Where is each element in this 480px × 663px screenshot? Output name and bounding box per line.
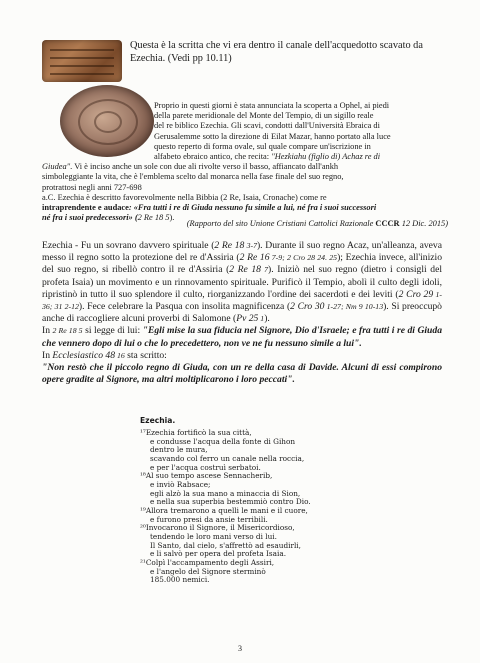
verse-line: e furono presi da ansie terribili. [150, 514, 268, 524]
bold-phrase: intraprendente e audace [42, 203, 129, 213]
verse-line: e per l'acqua costruì serbatoi. [150, 462, 261, 472]
source-text: (Rapporto del sito Unione Cristiani Cattolici Razionale [186, 219, 376, 228]
verse-line: ¹⁹Allora tremarono a quelli le mani e il cuore, [140, 505, 308, 515]
verse-line: ¹⁸Al suo tempo ascese Sennacherib, [140, 471, 273, 481]
seal-line: del re biblico Ezechia. Gli scavi, condotti dall'Università Ebraica di [154, 121, 380, 131]
seal-line [42, 152, 442, 162]
seal-text: alfabeto ebraico antico, che recita: [154, 152, 272, 162]
verse-line: Il Santo, dal cielo, s'affrettò ad esaudirli, [150, 540, 301, 550]
sirach-quote: "Non restò che il piccolo regno di Giuda, con un re della casa di Davide. Alcuni di essi compirono opere gradite al Signore, ma altri moltiplicarono i loro peccati". [42, 362, 442, 386]
bible-reference: 2 Re 18 [52, 326, 77, 336]
scripture-excerpt-title: Ezechia. [140, 416, 176, 425]
bible-reference: 2 Re, Isaia, Cronache [223, 192, 296, 202]
verse-line: e inviò Rabsace; [150, 479, 211, 489]
verse-line: dentro le mura, [150, 445, 208, 455]
bible-reference: 2 Re 16 [239, 252, 270, 264]
main-text [42, 240, 442, 386]
seal-line [42, 162, 442, 172]
inscription-caption: Questa è la scritta che vi era dentro il canale dell'acquedotto scavato da Ezechia. (Vedi pp 10.11) [130, 40, 423, 64]
seal-line [42, 193, 442, 203]
bible-reference: Ecclesiastico 48 [52, 349, 115, 361]
verse-line: e li salvò per opera del profeta Isaia. [150, 549, 287, 559]
source-date: 12 Dic. 2015) [399, 219, 448, 228]
bible-quote: : «Fra tutti i re di Giuda nessuno fu simile a lui, né fra i suoi successori [128, 203, 377, 213]
seal-inscription-quote: "Hezkiahu (figlio di) Achaz re di [271, 152, 381, 162]
bible-reference: 2 Cro 30 [290, 301, 325, 313]
inscription-tablet-image [42, 40, 122, 82]
verse-line: e nella sua superbia bestemmiò contro Dio. [150, 497, 311, 507]
verse-line: e l'angelo del Signore sterminò [150, 566, 266, 576]
verse-line: ¹⁷Ezechia fortificò la sua città, [140, 428, 252, 437]
bible-reference: 2 Re 18 [229, 264, 261, 276]
source-acronym: CCCR [375, 219, 400, 228]
seal-line: Gerusalemme sotto la direzione di Eilat Mazar, hanno portato alla luce [154, 131, 391, 141]
bible-reference: 2 Re 18 5 [137, 213, 170, 223]
bible-reference: 2 Re 18 [214, 240, 245, 251]
seal-line: simboleggiante la vita, che è l'emblema scelto dal monarca nella fase finale del suo regno, [42, 172, 344, 182]
verse-line: ²⁰Invocarono il Signore, il Misericordioso, [140, 523, 295, 533]
seal-paragraph [42, 101, 442, 223]
verse-line: ²¹Colpì l'accampamento degli Assiri, [140, 557, 275, 567]
kings-quote-paragraph: In 2 Re 18 5 si legge di lui: "Egli mise la sua fiducia nel Signore, Dio d'Israele; e fra tutti i re di Giuda che vennero dopo di lui o che lo precedettero, non ve ne fu nessuno simile a lui". [42, 325, 442, 349]
bible-reference: 2 Cro 29 [398, 288, 434, 300]
bible-quote: "Egli mise la sua fiducia nel Signore, Dio d'Israele; e fra tutti i re di Giuda che vennero dopo di lui o che lo precedettero, non ve ne fu nessuno simile a lui". [42, 325, 442, 349]
bible-reference: Pv 25 [236, 313, 259, 325]
sirach-intro: In Ecclesiastico 48 16 sta scritto: [42, 349, 167, 361]
scripture-excerpt [140, 429, 380, 585]
hezekiah-paragraph: Ezechia - Fu un sovrano davvero spirituale (2 Re 18 3-7). Durante il suo regno Acaz, un'alleanza, aveva messo il regno sotto la protezione del re d'Assiria (2 Re 16 7-9; 2 Cro 28 24. 25); Ezechia invece, all'inizio del suo regno, si ribellò contro il re d'Assiria (2 Re 18 7). Iniziò nel suo regno (dietro i consigli del profeta Isaia) un movimento e un rinnovamento spirituale. Purificò il Tempio, abolì il culto degli idoli, ripristinò in tutto il suo splendore il culto, riorganizzando l'ordine dei sacerdoti e dei leviti (2 Cro 29 1-36; 31 2-12). Fece celebrare la Pasqua con insolita magnificenza (2 Cro 30 1-27; Nm 9 10-13). Si preoccupò anche di raccogliere alcuni proverbi di Salomone (Pv 25 1). [42, 240, 442, 325]
verse-line: e condusse l'acqua della fonte di Gihon [150, 436, 296, 446]
verse-line: tendendo le loro mani verso di lui. [150, 531, 277, 541]
bible-quote: né fra i suoi predecessori» ( [42, 213, 138, 223]
seal-line: Proprio in questi giorni è stata annunciata la scoperta a Ophel, ai piedi [154, 101, 390, 110]
verse-line: egli alzò la sua mano a minaccia di Sion, [150, 488, 301, 498]
seal-text: ) come re [295, 192, 327, 202]
seal-text: . Vi è inciso anche un sole con due ali rivolte verso il basso, affiancato dall'ankh [70, 162, 339, 172]
verse-line: 185.000 nemici. [150, 575, 210, 585]
seal-line [42, 203, 442, 213]
seal-line: questo reperto di forma ovale, sul quale compare un'iscrizione in [154, 141, 371, 151]
seal-line: della parete meridionale del Monte del Tempio, di un sigillo reale [154, 111, 374, 121]
verse-line: scavando col ferro un canale nella roccia, [150, 453, 305, 463]
source-note [108, 219, 448, 228]
page-number: 3 [238, 644, 242, 653]
seal-text: ). [169, 213, 175, 223]
seal-text: a.C. Ezechia è descritto favorevolmente nella Bibbia ( [42, 192, 224, 202]
seal-inscription-quote-end: Giudea" [42, 162, 71, 172]
seal-line: protrattosi negli anni 727-698 [42, 182, 142, 192]
